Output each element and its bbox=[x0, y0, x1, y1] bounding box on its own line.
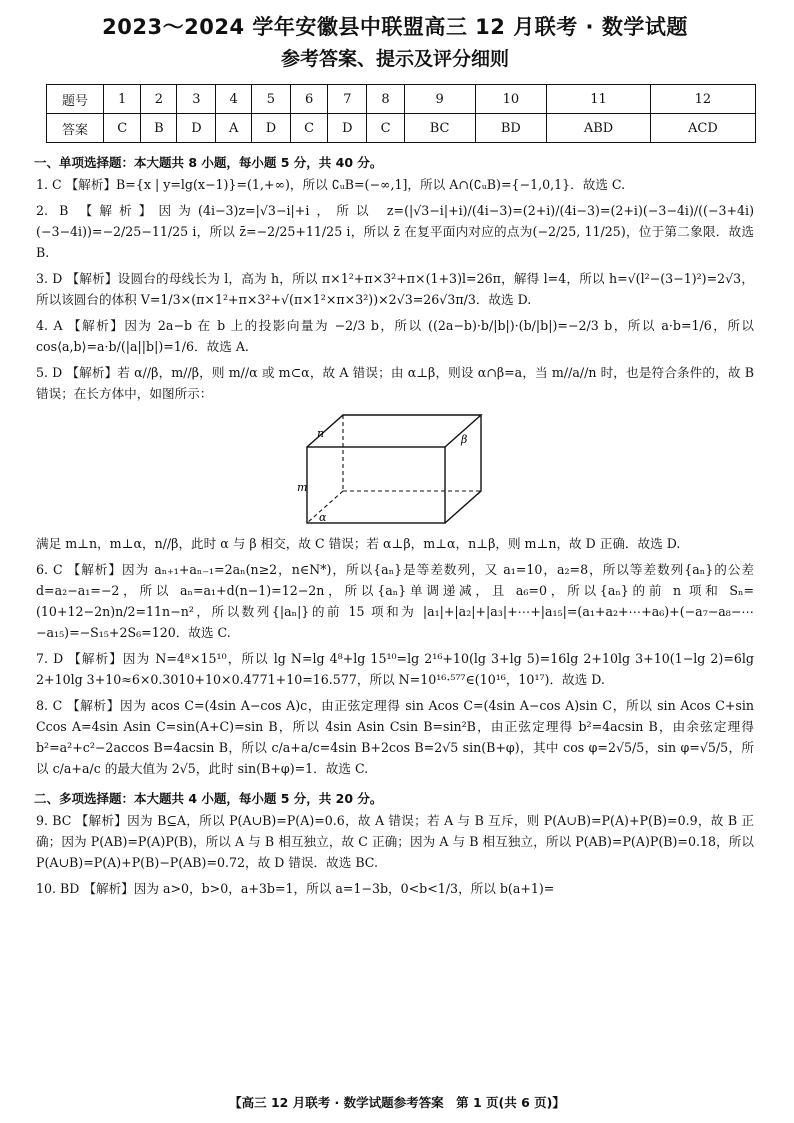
table-cell: 6 bbox=[290, 85, 327, 114]
cuboid-diagram bbox=[295, 409, 495, 529]
table-cell: BD bbox=[475, 114, 547, 143]
row-label-answer: 答案 bbox=[47, 114, 104, 143]
solution-4: 4. A 【解析】因为 2a−b 在 b 上的投影向量为 −2/3 b，所以 ((2a−b)·b/|b|)·(b/|b|)=−2/3 b，所以 a·b=1/6，所以 cos⟨a,b⟩=a·b/(|a||b|)=1/6．故选 A. bbox=[36, 318, 754, 354]
page-footer: 【高三 12 月联考 · 数学试题参考答案 第 1 页(共 6 页)】 bbox=[229, 1095, 565, 1110]
solution-5-cont: 满足 m⊥n，m⊥α，n//β，此时 α 与 β 相交，故 C 错误；若 α⊥β，m⊥α，n⊥β，则 m⊥n，故 D 正确．故选 D. bbox=[36, 536, 681, 551]
front-face bbox=[307, 447, 445, 523]
solution-5: 5. D 【解析】若 α//β，m//β，则 m//α 或 m⊂α，故 A 错误；由 α⊥β，则设 α∩β=a，当 m//a//n 时，也是符合条件的，故 B 错误；在长方体中，如图所示： bbox=[36, 365, 754, 401]
cuboid-figure bbox=[36, 409, 754, 529]
solution-1: 1. C 【解析】B={x | y=lg(x−1)}=(1,+∞)，所以 ∁ᵤB=(−∞,1]，所以 A∩(∁ᵤB)={−1,0,1}．故选 C. bbox=[36, 177, 626, 192]
table-cell: 10 bbox=[475, 85, 547, 114]
table-cell: 2 bbox=[141, 85, 177, 114]
table-cell: 11 bbox=[547, 85, 651, 114]
top-face bbox=[307, 415, 481, 447]
table-cell: 3 bbox=[177, 85, 216, 114]
solution-6: 6. C 【解析】因为 aₙ₊₁+aₙ₋₁=2aₙ(n≥2，n∈N*)，所以{aₙ}是等差数列，又 a₁=10，a₂=8，所以等差数列{aₙ}的公差 d=a₂−a₁=−2，所以 aₙ=a₁+d(n−1)=12−2n，所以{aₙ}单调递减，且 a₆=0，所以{aₙ}的前 n 项和 Sₙ=(10+12−2n)n/2=11n−n²，所以数列{|aₙ|}的前 15 项和为 |a₁|+|a₂|+|a₃|+⋯+|a₁₅|=(a₁+a₂+⋯+a₆)+(−a₇−a₈−⋯−a₁₅)=−S₁₅+2S₆=120．故选 C. bbox=[36, 562, 754, 640]
row-label-number: 题号 bbox=[47, 85, 104, 114]
table-cell: D bbox=[328, 114, 367, 143]
table-cell: D bbox=[177, 114, 216, 143]
table-cell: 7 bbox=[328, 85, 367, 114]
table-cell: C bbox=[367, 114, 404, 143]
table-cell: C bbox=[104, 114, 141, 143]
table-cell: 4 bbox=[216, 85, 251, 114]
table-cell: D bbox=[251, 114, 290, 143]
table-cell: B bbox=[141, 114, 177, 143]
solution-7: 7. D 【解析】因为 N=4⁸×15¹⁰，所以 lg N=lg 4⁸+lg 15¹⁰=lg 2¹⁶+10(lg 3+lg 5)=16lg 2+10lg 3+10(1−lg 2)=6lg 2+10lg 3+10≈6×0.3010+10×0.4771+10=16.577，所以 N=10¹⁶·⁵⁷⁷∈(10¹⁶，10¹⁷)．故选 D. bbox=[36, 651, 754, 687]
table-cell: 5 bbox=[251, 85, 290, 114]
table-cell: 8 bbox=[367, 85, 404, 114]
solution-10: 10. BD 【解析】因为 a>0，b>0，a+3b=1，所以 a=1−3b，0<b<1/3，所以 b(a+1)= bbox=[36, 881, 555, 896]
table-cell: A bbox=[216, 114, 251, 143]
answer-table-number-row bbox=[47, 85, 756, 114]
page-subtitle: 参考答案、提示及评分细则 bbox=[280, 48, 509, 70]
table-cell: 12 bbox=[650, 85, 755, 114]
table-cell: 1 bbox=[104, 85, 141, 114]
solution-8: 8. C 【解析】因为 acos C=(4sin A−cos A)c，由正弦定理得 sin Acos C=(4sin A−cos A)sin C，所以 sin Acos C+sin Ccos A=4sin Asin C=sin(A+C)=sin B，所以 4sin Asin Csin B=sin²B，由正弦定理得 b²=4acsin B，由余弦定理得 b²=a²+c²−2accos B=4acsin B，所以 c/a+a/c=4sin B+2cos B=2√5 sin(B+φ)，其中 cos φ=2√5/5，sin φ=√5/5，所以 c/a+a/c 的最大值为 2√5，此时 sin(B+φ)=1．故选 C. bbox=[36, 698, 754, 776]
solution-2: 2. B 【解析】因为(4i−3)z=|√3−i|+i，所以 z=(|√3−i|+i)/(4i−3)=(2+i)/(4i−3)=(2+i)(−3−4i)/((−3+4i)(−3−4i))=−2/25−11/25 i，所以 z̄=−2/25+11/25 i，所以 z̄ 在复平面内对应的点为(−2/25, 11/25)，位于第二象限．故选 B. bbox=[36, 203, 754, 260]
label-m: m bbox=[297, 481, 308, 494]
table-cell: ABD bbox=[547, 114, 651, 143]
section-heading-multi: 二、多项选择题：本大题共 4 小题，每小题 5 分，共 20 分。 bbox=[34, 791, 383, 806]
answer-table-answer-row bbox=[47, 114, 756, 143]
table-cell: 9 bbox=[404, 85, 475, 114]
table-cell: BC bbox=[404, 114, 475, 143]
answer-table bbox=[46, 84, 756, 143]
page-title: 2023～2024 学年安徽县中联盟高三 12 月联考 · 数学试题 bbox=[102, 15, 688, 39]
table-cell: C bbox=[290, 114, 327, 143]
table-cell: ACD bbox=[650, 114, 755, 143]
label-n: n bbox=[317, 427, 325, 440]
label-alpha: α bbox=[319, 511, 327, 524]
section-heading-single: 一、单项选择题：本大题共 8 小题，每小题 5 分，共 40 分。 bbox=[34, 155, 383, 170]
solution-9: 9. BC 【解析】因为 B⊆A，所以 P(A∪B)=P(A)=0.6，故 A 错误；若 A 与 B 互斥，则 P(A∪B)=P(A)+P(B)=0.9，故 B 正确；因为 P(AB)=P(A)P(B)，所以 A 与 B 相互独立，故 C 正确；因为 A 与 B 相互独立，所以 P(AB)=P(A)P(B)=0.18，所以 P(A∪B)=P(A)+P(B)−P(AB)=0.72，故 D 错误．故选 BC. bbox=[36, 813, 754, 870]
label-beta: β bbox=[461, 433, 468, 446]
solution-3: 3. D 【解析】设圆台的母线长为 l，高为 h，所以 π×1²+π×3²+π×(1+3)l=26π，解得 l=4，所以 h=√(l²−(3−1)²)=2√3，所以该圆台的体积 V=1/3×(π×1²+π×3²+√(π×1²×π×3²))×2√3=26√3π/3．故选 D. bbox=[36, 271, 754, 307]
